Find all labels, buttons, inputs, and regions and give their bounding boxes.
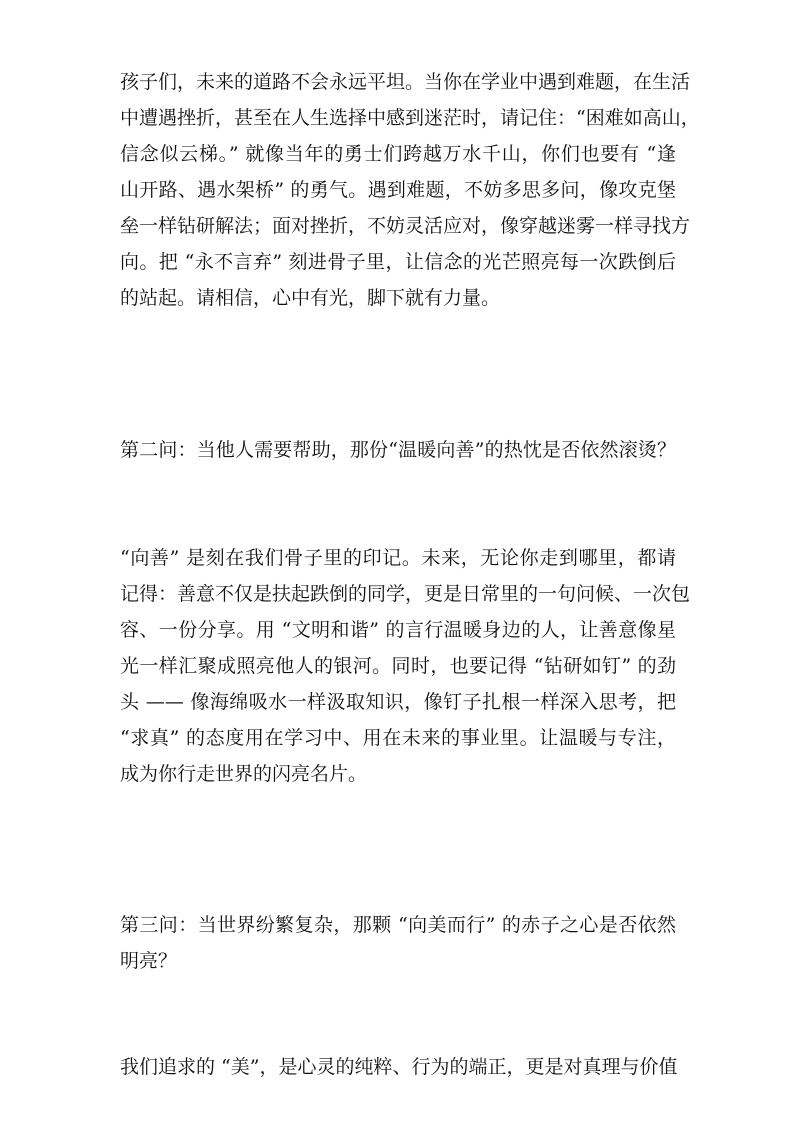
paragraph-line: 记得：善意不仅是扶起跌倒的同学，更是日常里的一句问候、一次包 <box>120 583 691 605</box>
paragraph-line: 容、一份分享。用 “文明和谐” 的言行温暖身边的人，让善意像星 <box>120 619 676 641</box>
question-heading-2 <box>120 432 676 468</box>
body-paragraph-3 <box>120 1049 676 1085</box>
paragraph-line: 的站起。请相信，心中有光，脚下就有力量。 <box>120 287 501 309</box>
heading-line: 第三问：当世界纷繁复杂，那颗 “向美而行” 的赤子之心是否依然 <box>120 914 676 936</box>
paragraph-line: 中遭遇挫折，甚至在人生选择中感到迷茫时，请记住：“困难如高山， <box>120 107 700 129</box>
body-paragraph-2 <box>120 540 691 792</box>
paragraph-line: 向。把 “永不言弃” 刻进骨子里，让信念的光芒照亮每一次跌倒后 <box>120 251 676 273</box>
paragraph-line: 头 —— 像海绵吸水一样汲取知识，像钉子扎根一样深入思考，把 <box>120 691 676 713</box>
paragraph-line: “向善” 是刻在我们骨子里的印记。未来，无论你走到哪里，都请 <box>120 547 676 569</box>
body-paragraph-1 <box>120 64 700 316</box>
paragraph-line: 我们追求的 “美”，是心灵的纯粹、行为的端正，更是对真理与价值 <box>120 1056 678 1078</box>
heading-line: 第二问：当他人需要帮助，那份“温暖向善”的热忱是否依然滚烫？ <box>120 439 676 461</box>
paragraph-line: 孩子们，未来的道路不会永远平坦。当你在学业中遇到难题，在生活 <box>120 71 691 93</box>
question-heading-3 <box>120 907 676 979</box>
paragraph-line: 信念似云梯。” 就像当年的勇士们跨越万水千山，你们也要有 “逢 <box>120 143 676 165</box>
paragraph-line: 光一样汇聚成照亮他人的银河。同时，也要记得 “钻研如钉” 的劲 <box>120 655 676 677</box>
paragraph-line: 垒一样钻研解法；面对挫折，不妨灵活应对，像穿越迷雾一样寻找方 <box>120 215 691 237</box>
heading-line: 明亮？ <box>120 950 178 972</box>
paragraph-line: 成为你行走世界的闪亮名片。 <box>120 763 368 785</box>
paragraph-line: 山开路、遇水架桥” 的勇气。遇到难题，不妨多思多问，像攻克堡 <box>120 179 676 201</box>
paragraph-line: “求真” 的态度用在学习中、用在未来的事业里。让温暖与专注， <box>120 727 676 749</box>
